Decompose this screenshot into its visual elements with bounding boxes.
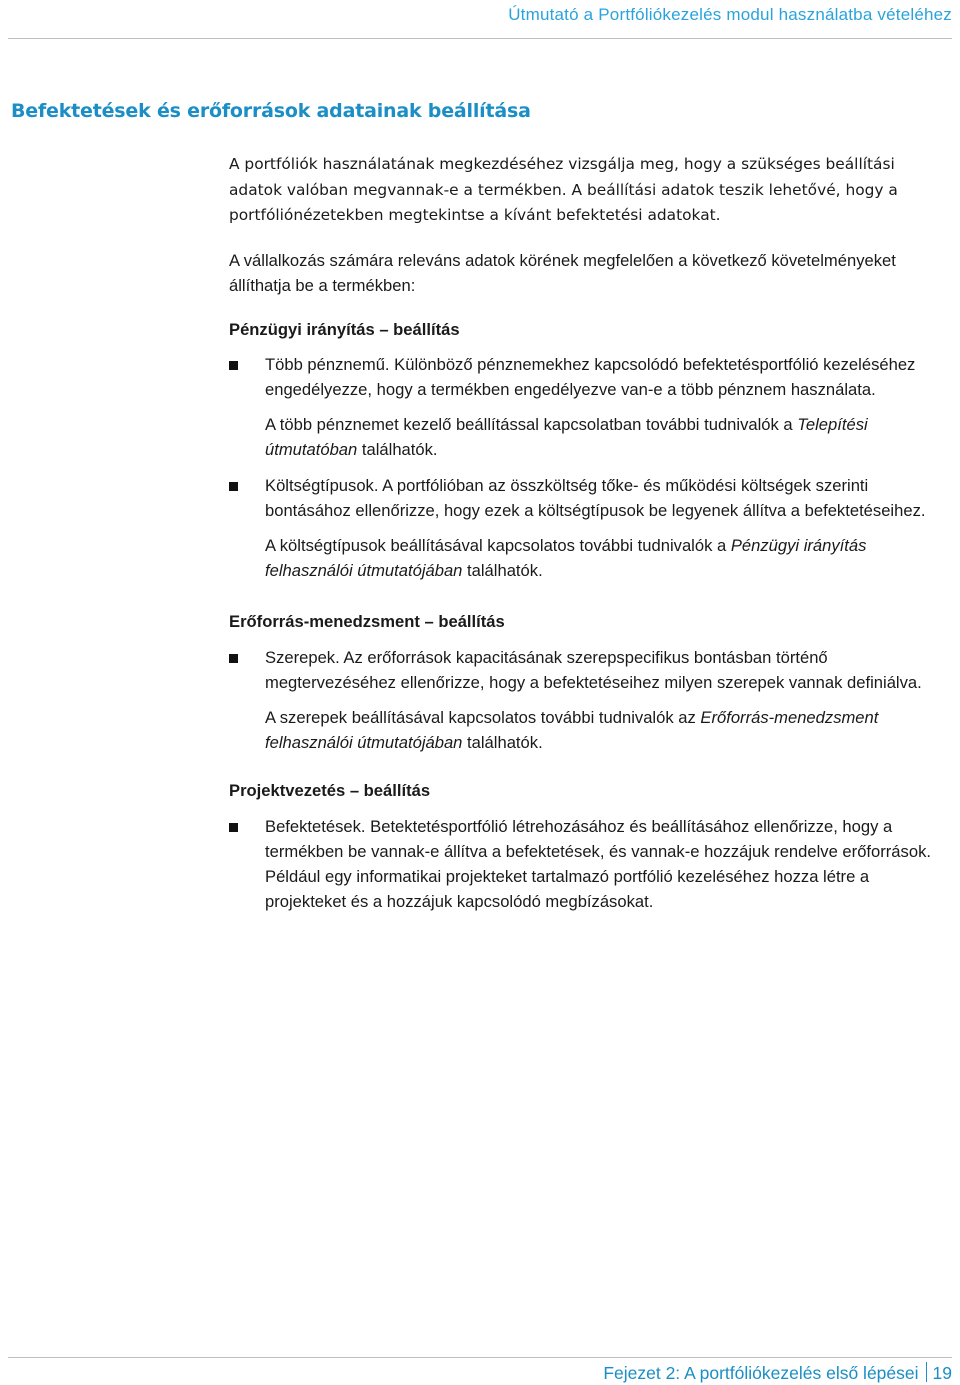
group-heading-resource: Erőforrás-menedzsment – beállítás [229, 611, 505, 631]
bullet-text: Költségtípusok. A portfólióban az összköltség tőke- és működési költségek szerinti bontásához ellenőrizze, hogy ezek a költségtípusok be legyenek állítva a befektetéseihez. [265, 475, 926, 520]
bullet-text: Szerepek. Az erőforrások kapacitásának szerepspecifikus bontásban történő megtervezéséhez ellenőrizze, hogy a befektetéseihez milyen szerepek vannak definiálva. [265, 647, 922, 692]
bullet-note: A szerepek beállításával kapcsolatos további tudnivalók az Erőforrás-menedzsment felhasználói útmutatójában találhatók. [265, 707, 879, 752]
group-heading-financial: Pénzügyi irányítás – beállítás [229, 319, 460, 339]
bullet-item-cost-types [229, 473, 949, 583]
requirements-paragraph: A vállalkozás számára releváns adatok körének megfelelően a következő követelményeket állíthatja be a termékben: [229, 250, 896, 295]
guide-reference: Telepítési útmutatóban [265, 414, 868, 459]
header-divider [8, 38, 952, 39]
footer-divider [8, 1357, 952, 1358]
bullet-text: Befektetések. Betektetésportfólió létrehozásához és beállításához ellenőrizze, hogy a termékben be vannak-e állítva a befektetések, és vannak-e hozzájuk rendelve erőforrások. Például egy informatikai projekteket tartalmazó portfólió kezeléséhez hozza létre a projekteket és a hozzájuk kapcsolódó megbízásokat. [265, 816, 931, 911]
footer-chapter: Fejezet 2: A portfóliókezelés első lépései [603, 1363, 919, 1383]
bullet-item-multicurrency [229, 352, 949, 462]
bullet-item-investments [229, 814, 949, 914]
bullet-square-icon [229, 482, 238, 491]
running-header-title: Útmutató a Portfóliókezelés modul használatba vételéhez [508, 5, 952, 24]
bullet-text: Több pénznemű. Különböző pénznemekhez kapcsolódó befektetésportfólió kezeléséhez engedélyezze, hogy a termékben engedélyezve van-e a több pénznem használata. [265, 354, 916, 399]
intro-text: A portfóliók használatának megkezdéséhez vizsgálja meg, hogy a szükséges beállítási adatok valóban megvannak-e a termékben. A beállítási adatok teszik lehetővé, hogy a portfóliónézetekben megtekintse a kívánt befektetési adatokat. [229, 155, 898, 224]
group-heading-project: Projektvezetés – beállítás [229, 780, 431, 800]
page-number: 19 [932, 1363, 952, 1383]
bullet-square-icon [229, 654, 238, 663]
bullet-note: A több pénznemet kezelő beállítással kapcsolatban további tudnivalók a Telepítési útmutatóban találhatók. [265, 414, 868, 459]
intro-paragraph [229, 152, 949, 229]
bullet-square-icon [229, 361, 238, 370]
guide-reference: Pénzügyi irányítás felhasználói útmutatójában [265, 535, 867, 580]
page-footer [603, 1362, 952, 1384]
page-body [229, 152, 949, 914]
section-title: Befektetések és erőforrások adatainak beállítása [11, 100, 531, 122]
footer-separator [926, 1362, 927, 1382]
bullet-note: A költségtípusok beállításával kapcsolatos további tudnivalók a Pénzügyi irányítás felhasználói útmutatójában találhatók. [265, 535, 867, 580]
guide-reference: Erőforrás-menedzsment felhasználói útmutatójában [265, 707, 879, 752]
bullet-item-roles [229, 645, 949, 755]
bullet-square-icon [229, 823, 238, 832]
